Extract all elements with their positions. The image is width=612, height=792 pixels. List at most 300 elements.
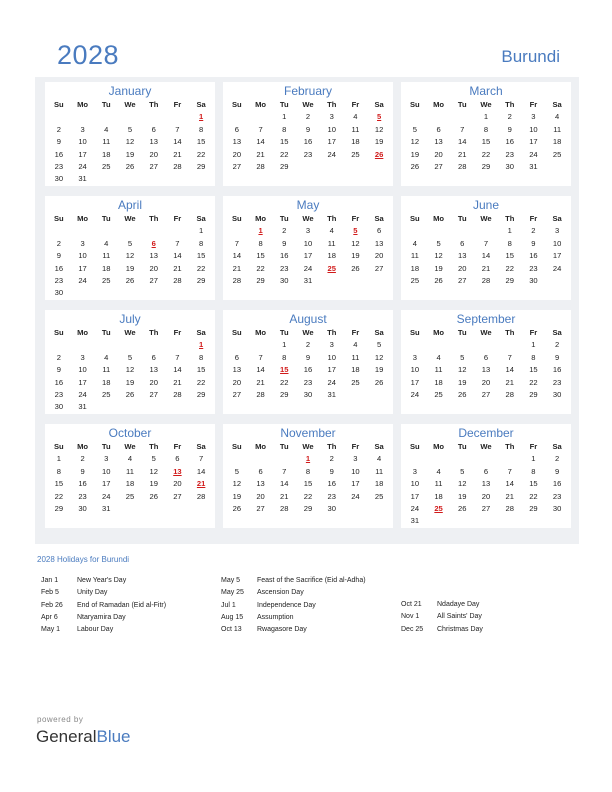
day-cell[interactable]: 22: [196, 263, 206, 273]
day-cell[interactable]: 12: [458, 479, 467, 489]
day-cell[interactable]: 4: [436, 466, 441, 476]
day-cell[interactable]: 22: [529, 491, 538, 501]
day-cell[interactable]: 9: [329, 466, 334, 476]
day-cell[interactable]: 17: [78, 149, 87, 159]
day-cell[interactable]: 3: [555, 226, 560, 236]
day-cell[interactable]: 14: [280, 479, 289, 489]
day-cell[interactable]: 29: [529, 389, 538, 399]
day-cell[interactable]: 6: [377, 226, 382, 236]
day-cell[interactable]: 15: [256, 251, 265, 261]
day-cell[interactable]: 16: [552, 365, 562, 375]
day-cell[interactable]: 13: [256, 479, 265, 489]
day-cell[interactable]: 14: [173, 137, 182, 147]
day-cell[interactable]: 11: [327, 238, 336, 248]
day-cell[interactable]: 14: [458, 137, 467, 147]
day-cell[interactable]: 18: [102, 263, 111, 273]
day-cell[interactable]: 19: [232, 491, 242, 501]
day-cell[interactable]: 12: [374, 352, 384, 362]
day-cell[interactable]: 12: [410, 137, 420, 147]
day-cell[interactable]: 17: [303, 251, 313, 261]
day-cell[interactable]: 14: [173, 251, 182, 261]
day-cell[interactable]: 12: [125, 251, 135, 261]
day-cell[interactable]: 11: [351, 352, 360, 362]
day-cell[interactable]: 6: [460, 238, 465, 248]
day-cell[interactable]: 13: [458, 251, 467, 261]
day-cell[interactable]: 4: [412, 238, 417, 248]
day-cell[interactable]: 16: [303, 137, 313, 147]
day-cell[interactable]: 25: [374, 491, 384, 501]
day-cell[interactable]: 4: [436, 352, 441, 362]
day-cell[interactable]: 29: [303, 503, 313, 513]
day-cell[interactable]: 4: [353, 340, 358, 350]
day-cell[interactable]: 27: [173, 491, 182, 501]
day-cell[interactable]: 30: [552, 389, 562, 399]
day-cell[interactable]: 6: [483, 352, 489, 362]
day-cell[interactable]: 30: [280, 275, 289, 285]
day-cell[interactable]: 24: [410, 503, 420, 513]
day-cell[interactable]: 27: [481, 389, 491, 399]
day-cell[interactable]: 18: [125, 479, 135, 489]
day-cell[interactable]: 4: [329, 226, 334, 236]
day-cell[interactable]: 27: [434, 161, 443, 171]
day-cell[interactable]: 20: [149, 377, 158, 387]
day-cell[interactable]: 8: [531, 352, 536, 362]
day-cell[interactable]: 12: [434, 251, 443, 261]
day-cell[interactable]: 23: [78, 491, 87, 501]
day-cell[interactable]: 14: [256, 365, 265, 375]
day-cell[interactable]: 19: [410, 149, 420, 159]
day-cell[interactable]: 1: [56, 454, 61, 464]
day-cell[interactable]: 29: [481, 161, 491, 171]
day-cell[interactable]: 17: [552, 251, 562, 261]
day-cell[interactable]: 16: [505, 137, 514, 147]
day-cell[interactable]: 27: [374, 263, 384, 273]
day-cell[interactable]: 24: [327, 377, 336, 387]
day-cell[interactable]: 13: [149, 137, 158, 147]
day-cell[interactable]: 3: [80, 352, 85, 362]
day-cell[interactable]: 10: [303, 238, 313, 248]
day-cell[interactable]: 2: [507, 112, 512, 122]
day-cell[interactable]: 25: [351, 377, 360, 387]
day-cell[interactable]: 21: [458, 149, 467, 159]
day-cell[interactable]: 15: [280, 137, 289, 147]
day-cell[interactable]: 25: [410, 275, 420, 285]
day-cell[interactable]: 10: [552, 238, 562, 248]
day-cell[interactable]: 25: [102, 275, 111, 285]
holiday-day-cell[interactable]: 25: [327, 263, 336, 273]
day-cell[interactable]: 2: [555, 454, 560, 464]
day-cell[interactable]: 11: [375, 466, 384, 476]
holiday-day-cell[interactable]: 5: [377, 112, 382, 122]
day-cell[interactable]: 20: [481, 491, 491, 501]
day-cell[interactable]: 28: [232, 275, 242, 285]
day-cell[interactable]: 9: [305, 352, 311, 362]
day-cell[interactable]: 25: [434, 389, 443, 399]
day-cell[interactable]: 31: [78, 402, 87, 412]
day-cell[interactable]: 16: [529, 251, 538, 261]
day-cell[interactable]: 5: [436, 238, 441, 248]
day-cell[interactable]: 20: [481, 377, 491, 387]
day-cell[interactable]: 22: [505, 263, 514, 273]
day-cell[interactable]: 8: [199, 238, 204, 248]
day-cell[interactable]: 12: [232, 479, 242, 489]
day-cell[interactable]: 7: [507, 352, 512, 362]
day-cell[interactable]: 3: [80, 124, 85, 134]
day-cell[interactable]: 8: [531, 466, 536, 476]
day-cell[interactable]: 11: [410, 251, 419, 261]
day-cell[interactable]: 26: [374, 377, 384, 387]
day-cell[interactable]: 8: [199, 352, 204, 362]
day-cell[interactable]: 23: [505, 149, 514, 159]
day-cell[interactable]: 31: [327, 389, 336, 399]
day-cell[interactable]: 1: [531, 340, 536, 350]
day-cell[interactable]: 2: [305, 112, 311, 122]
day-cell[interactable]: 19: [374, 137, 384, 147]
day-cell[interactable]: 17: [351, 479, 360, 489]
day-cell[interactable]: 22: [280, 149, 289, 159]
day-cell[interactable]: 17: [410, 377, 420, 387]
day-cell[interactable]: 5: [151, 454, 156, 464]
day-cell[interactable]: 8: [483, 124, 489, 134]
day-cell[interactable]: 15: [481, 137, 491, 147]
day-cell[interactable]: 31: [102, 503, 111, 513]
day-cell[interactable]: 10: [327, 124, 336, 134]
day-cell[interactable]: 14: [256, 137, 265, 147]
day-cell[interactable]: 11: [102, 251, 111, 261]
day-cell[interactable]: 5: [127, 352, 133, 362]
day-cell[interactable]: 22: [54, 491, 64, 501]
day-cell[interactable]: 7: [199, 454, 204, 464]
day-cell[interactable]: 15: [196, 251, 206, 261]
day-cell[interactable]: 4: [104, 238, 109, 248]
day-cell[interactable]: 23: [529, 263, 538, 273]
day-cell[interactable]: 20: [374, 251, 384, 261]
day-cell[interactable]: 26: [458, 389, 467, 399]
day-cell[interactable]: 20: [232, 149, 242, 159]
day-cell[interactable]: 28: [505, 389, 514, 399]
day-cell[interactable]: 30: [54, 402, 64, 412]
day-cell[interactable]: 6: [151, 352, 156, 362]
day-cell[interactable]: 24: [327, 149, 336, 159]
day-cell[interactable]: 27: [149, 161, 158, 171]
day-cell[interactable]: 24: [552, 263, 562, 273]
day-cell[interactable]: 10: [529, 124, 538, 134]
day-cell[interactable]: 16: [303, 365, 313, 375]
day-cell[interactable]: 4: [377, 454, 382, 464]
day-cell[interactable]: 19: [458, 491, 467, 501]
day-cell[interactable]: 19: [125, 149, 135, 159]
day-cell[interactable]: 28: [505, 503, 514, 513]
day-cell[interactable]: 23: [280, 263, 289, 273]
day-cell[interactable]: 29: [196, 275, 206, 285]
day-cell[interactable]: 21: [505, 377, 514, 387]
holiday-day-cell[interactable]: 25: [434, 503, 443, 513]
brand-logo[interactable]: [36, 727, 131, 747]
day-cell[interactable]: 19: [125, 263, 135, 273]
day-cell[interactable]: 1: [531, 454, 536, 464]
day-cell[interactable]: 14: [481, 251, 491, 261]
day-cell[interactable]: 18: [434, 377, 443, 387]
day-cell[interactable]: 24: [78, 389, 87, 399]
day-cell[interactable]: 1: [199, 226, 204, 236]
day-cell[interactable]: 15: [529, 479, 538, 489]
day-cell[interactable]: 2: [282, 226, 287, 236]
day-cell[interactable]: 1: [282, 112, 287, 122]
day-cell[interactable]: 8: [507, 238, 512, 248]
day-cell[interactable]: 27: [232, 389, 242, 399]
day-cell[interactable]: 11: [126, 466, 134, 476]
day-cell[interactable]: 16: [280, 251, 289, 261]
day-cell[interactable]: 28: [173, 161, 182, 171]
day-cell[interactable]: 18: [327, 251, 336, 261]
day-cell[interactable]: 24: [303, 263, 313, 273]
day-cell[interactable]: 19: [149, 479, 158, 489]
day-cell[interactable]: 18: [102, 377, 111, 387]
day-cell[interactable]: 30: [78, 503, 87, 513]
day-cell[interactable]: 29: [196, 389, 206, 399]
day-cell[interactable]: 21: [173, 149, 182, 159]
day-cell[interactable]: 4: [104, 352, 109, 362]
day-cell[interactable]: 8: [258, 238, 263, 248]
day-cell[interactable]: 2: [531, 226, 536, 236]
day-cell[interactable]: 10: [78, 251, 87, 261]
day-cell[interactable]: 21: [173, 377, 182, 387]
day-cell[interactable]: 26: [125, 161, 135, 171]
day-cell[interactable]: 10: [410, 365, 420, 375]
day-cell[interactable]: 30: [505, 161, 514, 171]
day-cell[interactable]: 19: [374, 365, 384, 375]
day-cell[interactable]: 27: [256, 503, 265, 513]
day-cell[interactable]: 10: [78, 137, 87, 147]
day-cell[interactable]: 18: [351, 137, 360, 147]
day-cell[interactable]: 6: [234, 352, 239, 362]
day-cell[interactable]: 16: [78, 479, 87, 489]
day-cell[interactable]: 29: [505, 275, 514, 285]
day-cell[interactable]: 28: [481, 275, 491, 285]
day-cell[interactable]: 30: [303, 389, 313, 399]
day-cell[interactable]: 2: [555, 340, 560, 350]
day-cell[interactable]: 13: [434, 137, 443, 147]
day-cell[interactable]: 17: [327, 137, 336, 147]
day-cell[interactable]: 4: [127, 454, 133, 464]
day-cell[interactable]: 7: [175, 352, 180, 362]
day-cell[interactable]: 23: [54, 275, 64, 285]
day-cell[interactable]: 21: [256, 377, 265, 387]
day-cell[interactable]: 17: [410, 491, 420, 501]
day-cell[interactable]: 8: [199, 124, 204, 134]
day-cell[interactable]: 9: [507, 124, 512, 134]
holiday-day-cell[interactable]: 1: [258, 226, 263, 236]
day-cell[interactable]: 17: [78, 377, 87, 387]
day-cell[interactable]: 28: [173, 389, 182, 399]
day-cell[interactable]: 16: [54, 263, 64, 273]
day-cell[interactable]: 5: [460, 466, 465, 476]
day-cell[interactable]: 9: [282, 238, 287, 248]
day-cell[interactable]: 14: [505, 479, 514, 489]
day-cell[interactable]: 7: [460, 124, 465, 134]
day-cell[interactable]: 9: [555, 466, 560, 476]
day-cell[interactable]: 26: [125, 389, 135, 399]
day-cell[interactable]: 10: [327, 352, 336, 362]
day-cell[interactable]: 6: [175, 454, 180, 464]
day-cell[interactable]: 11: [434, 365, 443, 375]
day-cell[interactable]: 11: [351, 124, 360, 134]
day-cell[interactable]: 2: [56, 124, 61, 134]
day-cell[interactable]: 3: [329, 112, 334, 122]
day-cell[interactable]: 10: [78, 365, 87, 375]
day-cell[interactable]: 12: [125, 137, 135, 147]
day-cell[interactable]: 20: [434, 149, 443, 159]
day-cell[interactable]: 23: [552, 377, 562, 387]
day-cell[interactable]: 13: [481, 479, 491, 489]
day-cell[interactable]: 30: [529, 275, 538, 285]
day-cell[interactable]: 3: [305, 226, 311, 236]
day-cell[interactable]: 22: [256, 263, 265, 273]
day-cell[interactable]: 7: [258, 124, 263, 134]
day-cell[interactable]: 14: [196, 466, 206, 476]
day-cell[interactable]: 29: [280, 389, 289, 399]
day-cell[interactable]: 3: [412, 352, 417, 362]
day-cell[interactable]: 28: [196, 491, 206, 501]
day-cell[interactable]: 23: [303, 149, 313, 159]
day-cell[interactable]: 20: [149, 263, 158, 273]
day-cell[interactable]: 27: [149, 389, 158, 399]
day-cell[interactable]: 13: [149, 365, 158, 375]
day-cell[interactable]: 13: [232, 365, 242, 375]
day-cell[interactable]: 21: [232, 263, 242, 273]
day-cell[interactable]: 10: [351, 466, 360, 476]
day-cell[interactable]: 28: [256, 161, 265, 171]
day-cell[interactable]: 13: [374, 238, 384, 248]
day-cell[interactable]: 9: [305, 124, 311, 134]
day-cell[interactable]: 6: [234, 124, 239, 134]
day-cell[interactable]: 16: [54, 377, 64, 387]
day-cell[interactable]: 24: [78, 161, 87, 171]
day-cell[interactable]: 18: [351, 365, 360, 375]
day-cell[interactable]: 7: [258, 352, 263, 362]
day-cell[interactable]: 20: [173, 479, 182, 489]
holiday-day-cell[interactable]: 1: [199, 340, 204, 350]
day-cell[interactable]: 17: [102, 479, 111, 489]
day-cell[interactable]: 26: [125, 275, 135, 285]
day-cell[interactable]: 21: [505, 491, 514, 501]
day-cell[interactable]: 24: [529, 149, 538, 159]
day-cell[interactable]: 11: [434, 479, 443, 489]
day-cell[interactable]: 25: [351, 149, 360, 159]
day-cell[interactable]: 18: [374, 479, 384, 489]
day-cell[interactable]: 12: [149, 466, 158, 476]
day-cell[interactable]: 24: [78, 275, 87, 285]
day-cell[interactable]: 27: [458, 275, 467, 285]
day-cell[interactable]: 2: [56, 352, 61, 362]
day-cell[interactable]: 26: [232, 503, 242, 513]
day-cell[interactable]: 30: [327, 503, 336, 513]
day-cell[interactable]: 14: [232, 251, 242, 261]
day-cell[interactable]: 31: [410, 516, 420, 526]
day-cell[interactable]: 31: [303, 275, 313, 285]
day-cell[interactable]: 9: [531, 238, 536, 248]
day-cell[interactable]: 20: [149, 149, 158, 159]
day-cell[interactable]: 31: [529, 161, 538, 171]
day-cell[interactable]: 8: [282, 124, 287, 134]
day-cell[interactable]: 23: [552, 491, 562, 501]
day-cell[interactable]: 31: [78, 174, 87, 184]
day-cell[interactable]: 29: [54, 503, 64, 513]
day-cell[interactable]: 13: [481, 365, 491, 375]
day-cell[interactable]: 5: [234, 466, 239, 476]
day-cell[interactable]: 8: [282, 352, 287, 362]
day-cell[interactable]: 26: [149, 491, 158, 501]
day-cell[interactable]: 9: [56, 251, 61, 261]
day-cell[interactable]: 9: [80, 466, 85, 476]
day-cell[interactable]: 26: [458, 503, 467, 513]
day-cell[interactable]: 9: [555, 352, 560, 362]
day-cell[interactable]: 19: [351, 251, 360, 261]
day-cell[interactable]: 2: [305, 340, 311, 350]
day-cell[interactable]: 22: [529, 377, 538, 387]
day-cell[interactable]: 30: [54, 288, 64, 298]
day-cell[interactable]: 28: [458, 161, 467, 171]
day-cell[interactable]: 7: [483, 238, 489, 248]
day-cell[interactable]: 4: [555, 112, 560, 122]
day-cell[interactable]: 19: [458, 377, 467, 387]
day-cell[interactable]: 9: [56, 365, 61, 375]
day-cell[interactable]: 29: [256, 275, 265, 285]
day-cell[interactable]: 15: [54, 479, 64, 489]
day-cell[interactable]: 14: [505, 365, 514, 375]
day-cell[interactable]: 13: [232, 137, 242, 147]
day-cell[interactable]: 21: [173, 263, 182, 273]
day-cell[interactable]: 22: [196, 377, 206, 387]
day-cell[interactable]: 9: [56, 137, 61, 147]
day-cell[interactable]: 3: [329, 340, 334, 350]
day-cell[interactable]: 3: [80, 238, 85, 248]
day-cell[interactable]: 11: [102, 137, 111, 147]
day-cell[interactable]: 11: [102, 365, 111, 375]
day-cell[interactable]: 14: [173, 365, 182, 375]
day-cell[interactable]: 6: [258, 466, 263, 476]
day-cell[interactable]: 8: [305, 466, 311, 476]
day-cell[interactable]: 2: [80, 454, 85, 464]
day-cell[interactable]: 15: [196, 365, 206, 375]
day-cell[interactable]: 10: [102, 466, 111, 476]
day-cell[interactable]: 25: [102, 161, 111, 171]
day-cell[interactable]: 22: [280, 377, 289, 387]
day-cell[interactable]: 23: [327, 491, 336, 501]
day-cell[interactable]: 29: [280, 161, 289, 171]
day-cell[interactable]: 4: [353, 112, 358, 122]
day-cell[interactable]: 23: [54, 389, 64, 399]
day-cell[interactable]: 2: [56, 238, 61, 248]
day-cell[interactable]: 4: [104, 124, 109, 134]
day-cell[interactable]: 7: [507, 466, 512, 476]
day-cell[interactable]: 23: [303, 377, 313, 387]
day-cell[interactable]: 16: [552, 479, 562, 489]
day-cell[interactable]: 24: [351, 491, 360, 501]
day-cell[interactable]: 3: [531, 112, 536, 122]
day-cell[interactable]: 5: [127, 238, 133, 248]
day-cell[interactable]: 13: [149, 251, 158, 261]
day-cell[interactable]: 27: [232, 161, 242, 171]
day-cell[interactable]: 15: [303, 479, 313, 489]
day-cell[interactable]: 3: [412, 466, 417, 476]
day-cell[interactable]: 5: [127, 124, 133, 134]
holiday-day-cell[interactable]: 6: [151, 238, 156, 248]
day-cell[interactable]: 7: [282, 466, 287, 476]
day-cell[interactable]: 25: [552, 149, 562, 159]
day-cell[interactable]: 3: [104, 454, 109, 464]
day-cell[interactable]: 25: [125, 491, 135, 501]
